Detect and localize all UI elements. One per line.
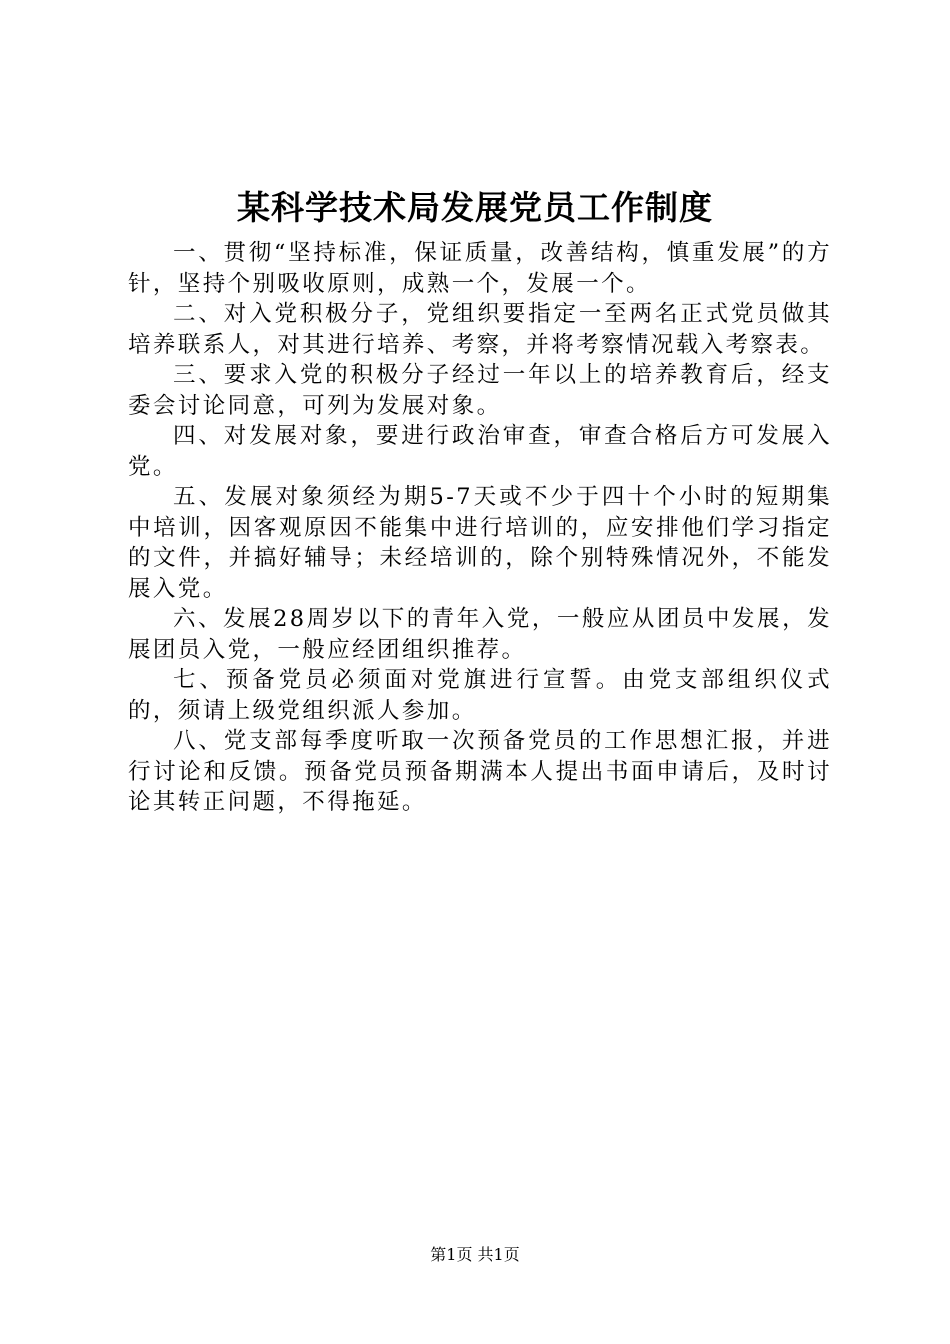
paragraph-1: 一、贯彻“坚持标准，保证质量，改善结构，慎重发展”的方针，坚持个别吸收原则，成熟一个，发展一个。 (128, 240, 832, 297)
paragraph-4: 四、对发展对象，要进行政治审查，审查合格后方可发展入党。 (128, 423, 832, 480)
paragraph-8: 八、党支部每季度听取一次预备党员的工作思想汇报，并进行讨论和反馈。预备党员预备期满本人提出书面申请后，及时讨论其转正问题，不得拖延。 (128, 728, 832, 815)
page-footer: 第1页 共1页 (430, 1245, 520, 1264)
document-title: 某科学技术局发展党员工作制度 (237, 188, 713, 227)
paragraph-2: 二、对入党积极分子，党组织要指定一至两名正式党员做其培养联系人，对其进行培养、考察，并将考察情况载入考察表。 (128, 301, 832, 358)
document-body (128, 238, 832, 818)
paragraph-6: 六、发展28周岁以下的青年入党，一般应从团员中发展，发展团员入党，一般应经团组织推荐。 (128, 606, 832, 663)
paragraph-3: 三、要求入党的积极分子经过一年以上的培养教育后，经支委会讨论同意，可列为发展对象。 (128, 362, 832, 419)
paragraph-5: 五、发展对象须经为期5-7天或不少于四十个小时的短期集中培训，因客观原因不能集中进行培训的，应安排他们学习指定的文件，并搞好辅导；未经培训的，除个别特殊情况外，不能发展入党。 (128, 484, 832, 602)
paragraph-7: 七、预备党员必须面对党旗进行宣誓。由党支部组织仪式的，须请上级党组织派人参加。 (128, 667, 832, 724)
